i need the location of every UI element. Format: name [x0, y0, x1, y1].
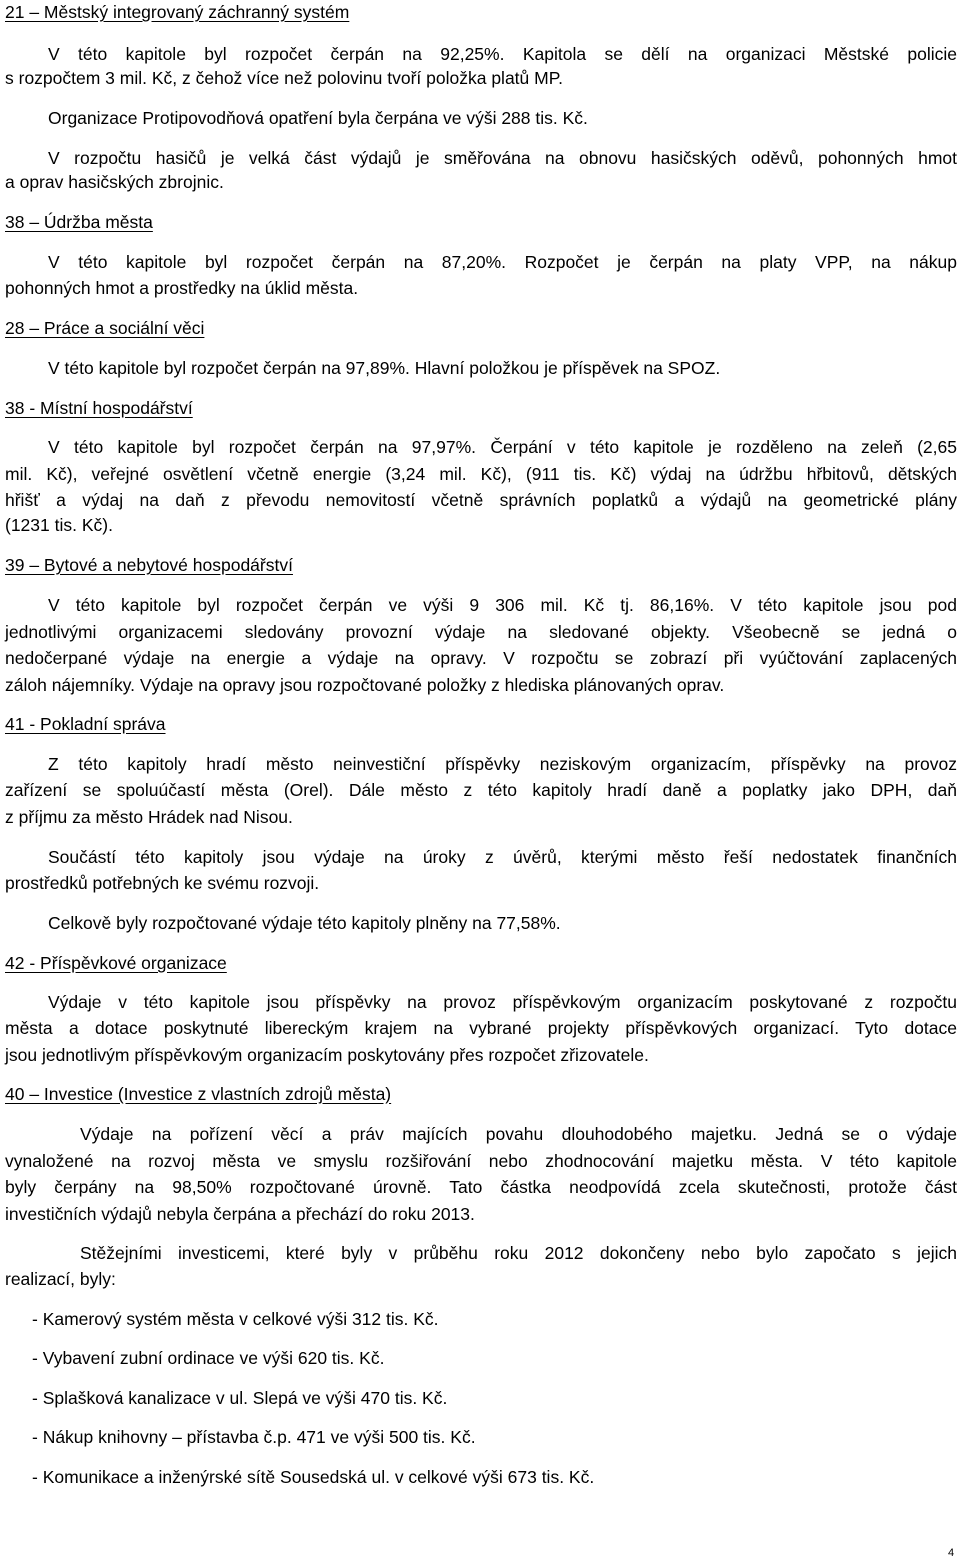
section-heading-41: 41 - Pokladní správa	[5, 714, 166, 734]
paragraph-line: vynaložené na rozvoj města ve smyslu rozšiřování nebo zhodnocování majetku města. V této kapitole	[5, 1151, 957, 1171]
paragraph-line: Součástí této kapitoly jsou výdaje na úroky z úvěrů, kterými město řeší nedostatek finančních	[48, 847, 957, 867]
paragraph-line: a oprav hasičských zbrojnic.	[5, 172, 224, 192]
section-heading-28: 28 – Práce a sociální věci	[5, 318, 205, 338]
page-number: 4	[948, 1547, 955, 1559]
paragraph-line: investičních výdajů nebyla čerpána a přechází do roku 2013.	[5, 1204, 475, 1224]
paragraph-line: města a dotace poskytnuté libereckým krajem na vybrané projekty příspěvkových organizací. Tyto dotace	[5, 1018, 957, 1038]
list-item: - Nákup knihovny – přístavba č.p. 471 ve výši 500 tis. Kč.	[32, 1427, 476, 1447]
section-heading-38-udrzba: 38 – Údržba města	[5, 212, 153, 232]
paragraph-line: Celkově byly rozpočtované výdaje této kapitoly plněny na 77,58%.	[48, 913, 561, 933]
paragraph-line: s rozpočtem 3 mil. Kč, z čehož více než polovinu tvoří položka platů MP.	[5, 68, 563, 88]
list-item: - Komunikace a inženýrské sítě Sousedská ul. v celkové výši 673 tis. Kč.	[32, 1467, 595, 1487]
paragraph-line: Výdaje na pořízení věcí a práv majících povahu dlouhodobého majetku. Jedná se o výdaje	[80, 1124, 957, 1144]
paragraph-line: realizací, byly:	[5, 1269, 116, 1289]
paragraph-line: jsou jednotlivým příspěvkovým organizacím poskytovány přes rozpočet zřizovatele.	[5, 1045, 649, 1065]
paragraph-line: zařízení se spoluúčastí města (Orel). Dále město z této kapitoly hradí daně a poplatky jako DPH, daň	[5, 780, 957, 800]
list-item: - Vybavení zubní ordinace ve výši 620 tis. Kč.	[32, 1348, 385, 1368]
paragraph-line: (1231 tis. Kč).	[5, 515, 113, 535]
list-item: - Kamerový systém města v celkové výši 312 tis. Kč.	[32, 1309, 439, 1329]
paragraph-line: V této kapitole byl rozpočet čerpán na 97,89%. Hlavní položkou je příspěvek na SPOZ.	[48, 358, 721, 378]
section-heading-38-mistni: 38 - Místní hospodářství	[5, 398, 193, 418]
paragraph-line: Stěžejními investicemi, které byly v průběhu roku 2012 dokončeny nebo bylo započato s jejich	[80, 1243, 957, 1263]
paragraph-line: V této kapitole byl rozpočet čerpán na 97,97%. Čerpání v této kapitole je rozděleno na zeleň (2,65	[48, 437, 957, 457]
paragraph-line: mil. Kč), veřejné osvětlení včetně energie (3,24 mil. Kč), (911 tis. Kč) výdaj na údržbu hřbitovů, dětských	[5, 464, 957, 484]
paragraph-line: Organizace Protipovodňová opatření byla čerpána ve výši 288 tis. Kč.	[48, 108, 588, 128]
paragraph-line: záloh nájemníky. Výdaje na opravy jsou rozpočtované položky z hlediska plánovaných oprav.	[5, 675, 725, 695]
paragraph-line: byly čerpány na 98,50% rozpočtované úrovně. Tato částka neodpovídá zcela skutečnosti, protože část	[5, 1177, 957, 1197]
section-heading-42: 42 - Příspěvkové organizace	[5, 953, 227, 973]
paragraph-line: Z této kapitoly hradí město neinvestiční příspěvky neziskovým organizacím, příspěvky na provoz	[48, 754, 957, 774]
paragraph-line: Výdaje v této kapitole jsou příspěvky na provoz příspěvkovým organizacím poskytované z rozpočtu	[48, 992, 957, 1012]
paragraph-line: z příjmu za město Hrádek nad Nisou.	[5, 807, 293, 827]
paragraph-line: jednotlivými organizacemi sledovány provozní výdaje na sledované objekty. Všeobecně se jedná o	[5, 622, 957, 642]
paragraph-line: V této kapitole byl rozpočet čerpán na 87,20%. Rozpočet je čerpán na platy VPP, na nákup	[48, 252, 957, 272]
section-heading-21: 21 – Městský integrovaný záchranný systém	[5, 2, 350, 22]
paragraph-line: prostředků potřebných ke svému rozvoji.	[5, 873, 320, 893]
section-heading-39: 39 – Bytové a nebytové hospodářství	[5, 555, 293, 575]
section-heading-40: 40 – Investice (Investice z vlastních zdrojů města)	[5, 1084, 392, 1104]
paragraph-line: V této kapitole byl rozpočet čerpán ve výši 9 306 mil. Kč tj. 86,16%. V této kapitole jsou pod	[48, 595, 957, 615]
list-item: - Splašková kanalizace v ul. Slepá ve výši 470 tis. Kč.	[32, 1388, 448, 1408]
paragraph-line: V této kapitole byl rozpočet čerpán na 92,25%. Kapitola se dělí na organizaci Městské policie	[48, 44, 957, 64]
paragraph-line: nedočerpané výdaje na energie a výdaje na opravy. V rozpočtu se zobrazí při vyúčtování zaplacených	[5, 648, 957, 668]
paragraph-line: hřišť a výdaj na daň z převodu nemovitostí včetně správních poplatků a výdajů na geometrické plány	[5, 490, 957, 510]
paragraph-line: pohonných hmot a prostředky na úklid města.	[5, 278, 359, 298]
paragraph-line: V rozpočtu hasičů je velká část výdajů je směřována na obnovu hasičských oděvů, pohonných hmot	[48, 148, 957, 168]
